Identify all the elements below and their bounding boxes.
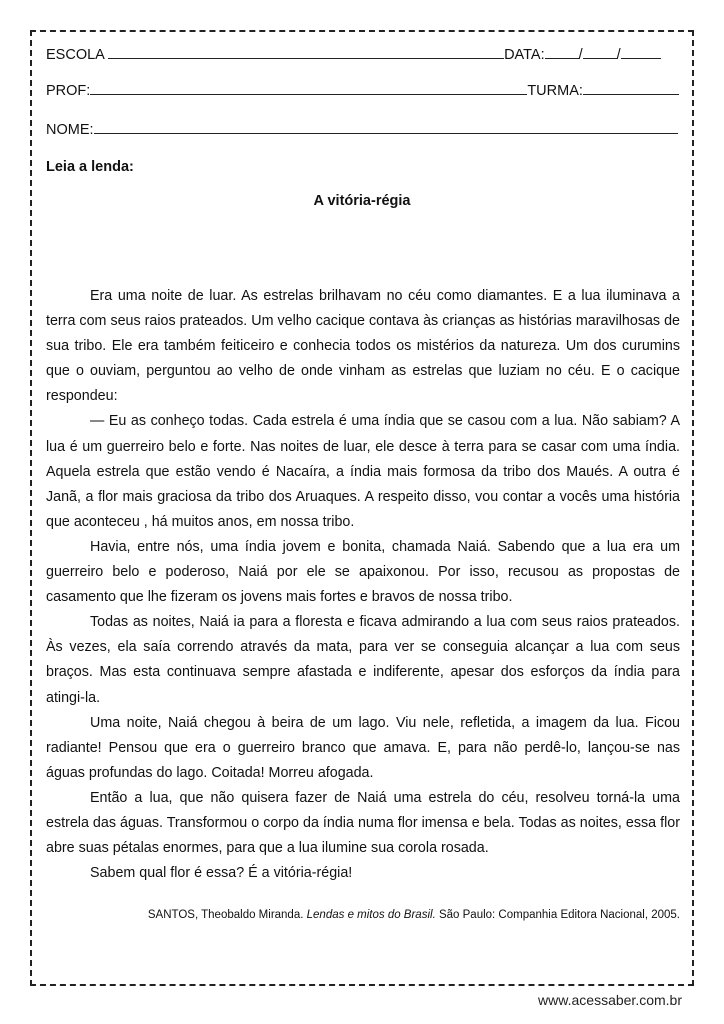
citation-publisher: São Paulo: Companhia Editora Nacional, 2005.	[438, 909, 680, 921]
worksheet-border	[30, 30, 694, 986]
story-paragraph: Sabem qual flor é essa? É a vitória-régia!	[90, 865, 353, 882]
citation	[148, 909, 680, 921]
turma-field[interactable]	[583, 80, 679, 95]
header-row-school-date	[46, 44, 678, 66]
story-paragraph: Uma noite, Naiá chegou à beira de um lago. Viu nele, refletida, a imagem da lua. Ficou radiante! Pensou que era o guerreiro branco que amava. E, para não perdê-lo, lançou-se nas águas profundas do lago. Coitada! Morreu afogada.	[46, 714, 680, 781]
date-year-field[interactable]	[621, 44, 661, 59]
story-paragraph: — Eu as conheço todas. Cada estrela é uma índia que se casou com a lua. Não sabiam? A lua é um guerreiro belo e forte. Nas noites de luar, ele desce à terra para se casar com uma índia. Aquela estrela que estão vendo é Nacaíra, a índia mais formosa da tribo dos Maués. A outra é Janã, a flor mais graciosa da tribo dos Aruaques. A respeito disso, vou contar a vocês uma história que aconteceu , há muitos anos, em nossa tribo.	[46, 413, 680, 530]
story-paragraph: Então a lua, que não quisera fazer de Naiá uma estrela do céu, resolveu torná-la uma estrela das águas. Transformou o corpo da índia numa flor imensa e bela. Todas as noites, essa flor abre suas pétalas enormes, para que a lua ilumine sua corola rosada.	[46, 789, 680, 857]
site-footer: www.acessaber.com.br	[538, 992, 682, 1008]
prof-field[interactable]	[90, 80, 527, 95]
date-separator: /	[616, 47, 621, 63]
date-day-field[interactable]	[545, 44, 579, 59]
instruction: Leia a lenda:	[46, 159, 134, 175]
date-month-field[interactable]	[583, 44, 617, 59]
story-title: A vitória-régia	[313, 193, 411, 209]
citation-work: Lendas e mitos do Brasil.	[306, 909, 436, 921]
header-row-teacher-class	[46, 80, 678, 102]
nome-label: NOME:	[46, 122, 94, 138]
turma-label: TURMA:	[527, 83, 583, 99]
story-paragraph: Havia, entre nós, uma índia jovem e bonita, chamada Naiá. Sabendo que a lua era um guerreiro belo e poderoso, Naiá por ele se apaixonou. Por isso, recusou as propostas de casamento que lhe fizeram os jovens mais fortes e bravos de nossa tribo.	[46, 538, 680, 606]
prof-label: PROF:	[46, 83, 91, 99]
data-label: DATA:	[504, 47, 545, 63]
escola-label: ESCOLA	[46, 47, 105, 63]
citation-author: SANTOS, Theobaldo Miranda.	[147, 909, 304, 921]
escola-field[interactable]	[108, 44, 504, 59]
story-paragraph: Todas as noites, Naiá ia para a floresta e ficava admirando a lua com seus raios prateados. Às vezes, ela saía correndo através da mata, para ver se conseguia alcançar a lua com seus braços. Mas esta continuava sempre afastada e indiferente, apesar dos esforços da índia para atingi-la.	[46, 614, 680, 706]
date-separator: /	[578, 47, 583, 63]
story-text	[46, 284, 680, 886]
nome-field[interactable]	[94, 119, 678, 134]
header-row-name	[46, 119, 678, 141]
story-paragraph: Era uma noite de luar. As estrelas brilhavam no céu como diamantes. E a lua iluminava a terra com seus raios prateados. Um velho cacique contava às crianças as histórias maravilhosas de sua tribo. Ele era também feiticeiro e conhecia todos os mistérios da natureza. Um dos curumins que o ouviam, perguntou ao velho de onde vinham as estrelas que luziam no céu. E o cacique respondeu:	[46, 288, 680, 405]
